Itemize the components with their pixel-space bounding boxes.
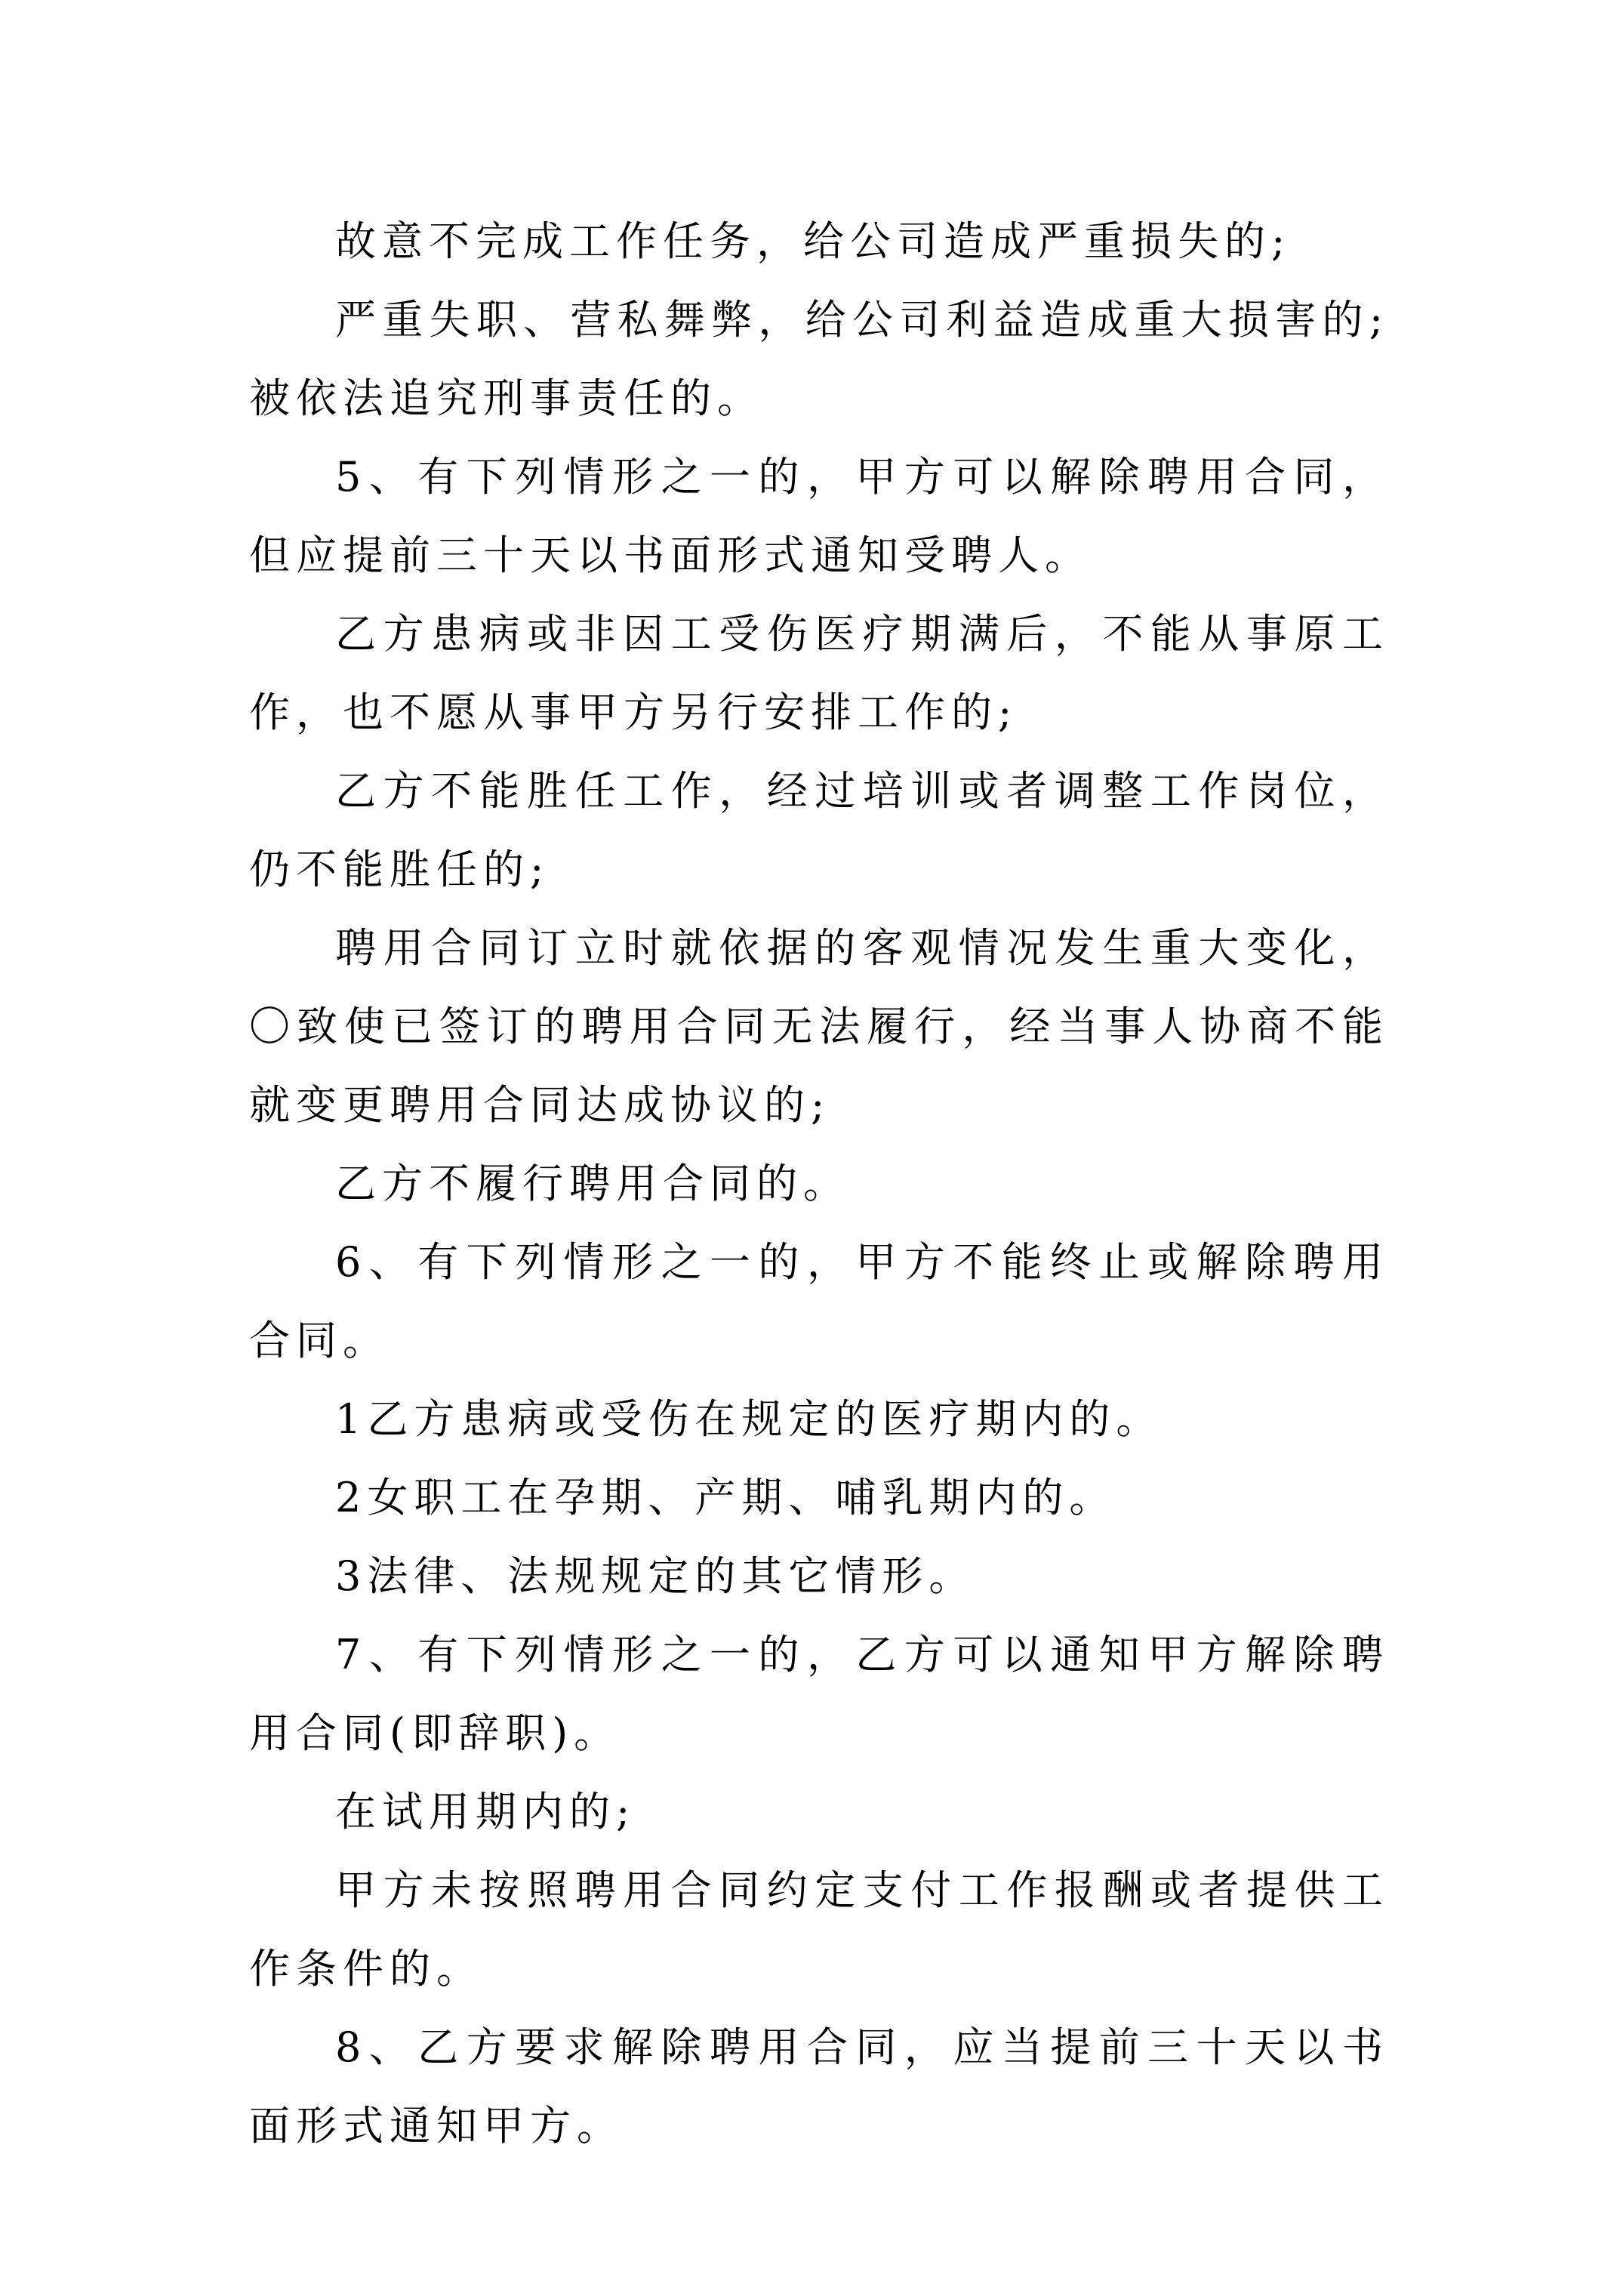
document-body	[249, 202, 1389, 2165]
paragraph-4: 乙方患病或非因工受伤医疗期满后，不能从事原工作，也不愿从事甲方另行安排工作的;	[249, 610, 1389, 736]
paragraph-3: 5、有下列情形之一的，甲方可以解除聘用合同，但应提前三十天以书面形式通知受聘人。	[249, 453, 1389, 579]
paragraph-7: 乙方不履行聘用合同的。	[335, 1160, 850, 1207]
paragraph-11: 3法律、法规规定的其它情形。	[335, 1552, 976, 1600]
paragraph-9: 1乙方患病或受伤在规定的医疗期内的。	[335, 1395, 1163, 1443]
paragraph-14: 甲方未按照聘用合同约定支付工作报酬或者提供工作条件的。	[249, 1866, 1389, 1992]
paragraph-15: 8、乙方要求解除聘用合同，应当提前三十天以书面形式通知甲方。	[249, 2023, 1389, 2150]
paragraph-12: 7、有下列情形之一的，乙方可以通知甲方解除聘用合同(即辞职)。	[249, 1631, 1389, 1757]
paragraph-13: 在试用期内的;	[335, 1788, 636, 1835]
paragraph-6: 聘用合同订立时就依据的客观情况发生重大变化，〇致使已签订的聘用合同无法履行，经当事人协商不能就变更聘用合同达成协议的;	[249, 924, 1389, 1129]
paragraph-2: 严重失职、营私舞弊，给公司利益造成重大损害的;被依法追究刑事责任的。	[249, 296, 1389, 422]
paragraph-5: 乙方不能胜任工作，经过培训或者调整工作岗位，仍不能胜任的;	[249, 767, 1389, 893]
paragraph-8: 6、有下列情形之一的，甲方不能终止或解除聘用合同。	[249, 1238, 1389, 1364]
paragraph-1: 故意不完成工作任务，给公司造成严重损失的;	[335, 217, 1292, 265]
paragraph-10: 2女职工在孕期、产期、哺乳期内的。	[335, 1474, 1116, 1521]
